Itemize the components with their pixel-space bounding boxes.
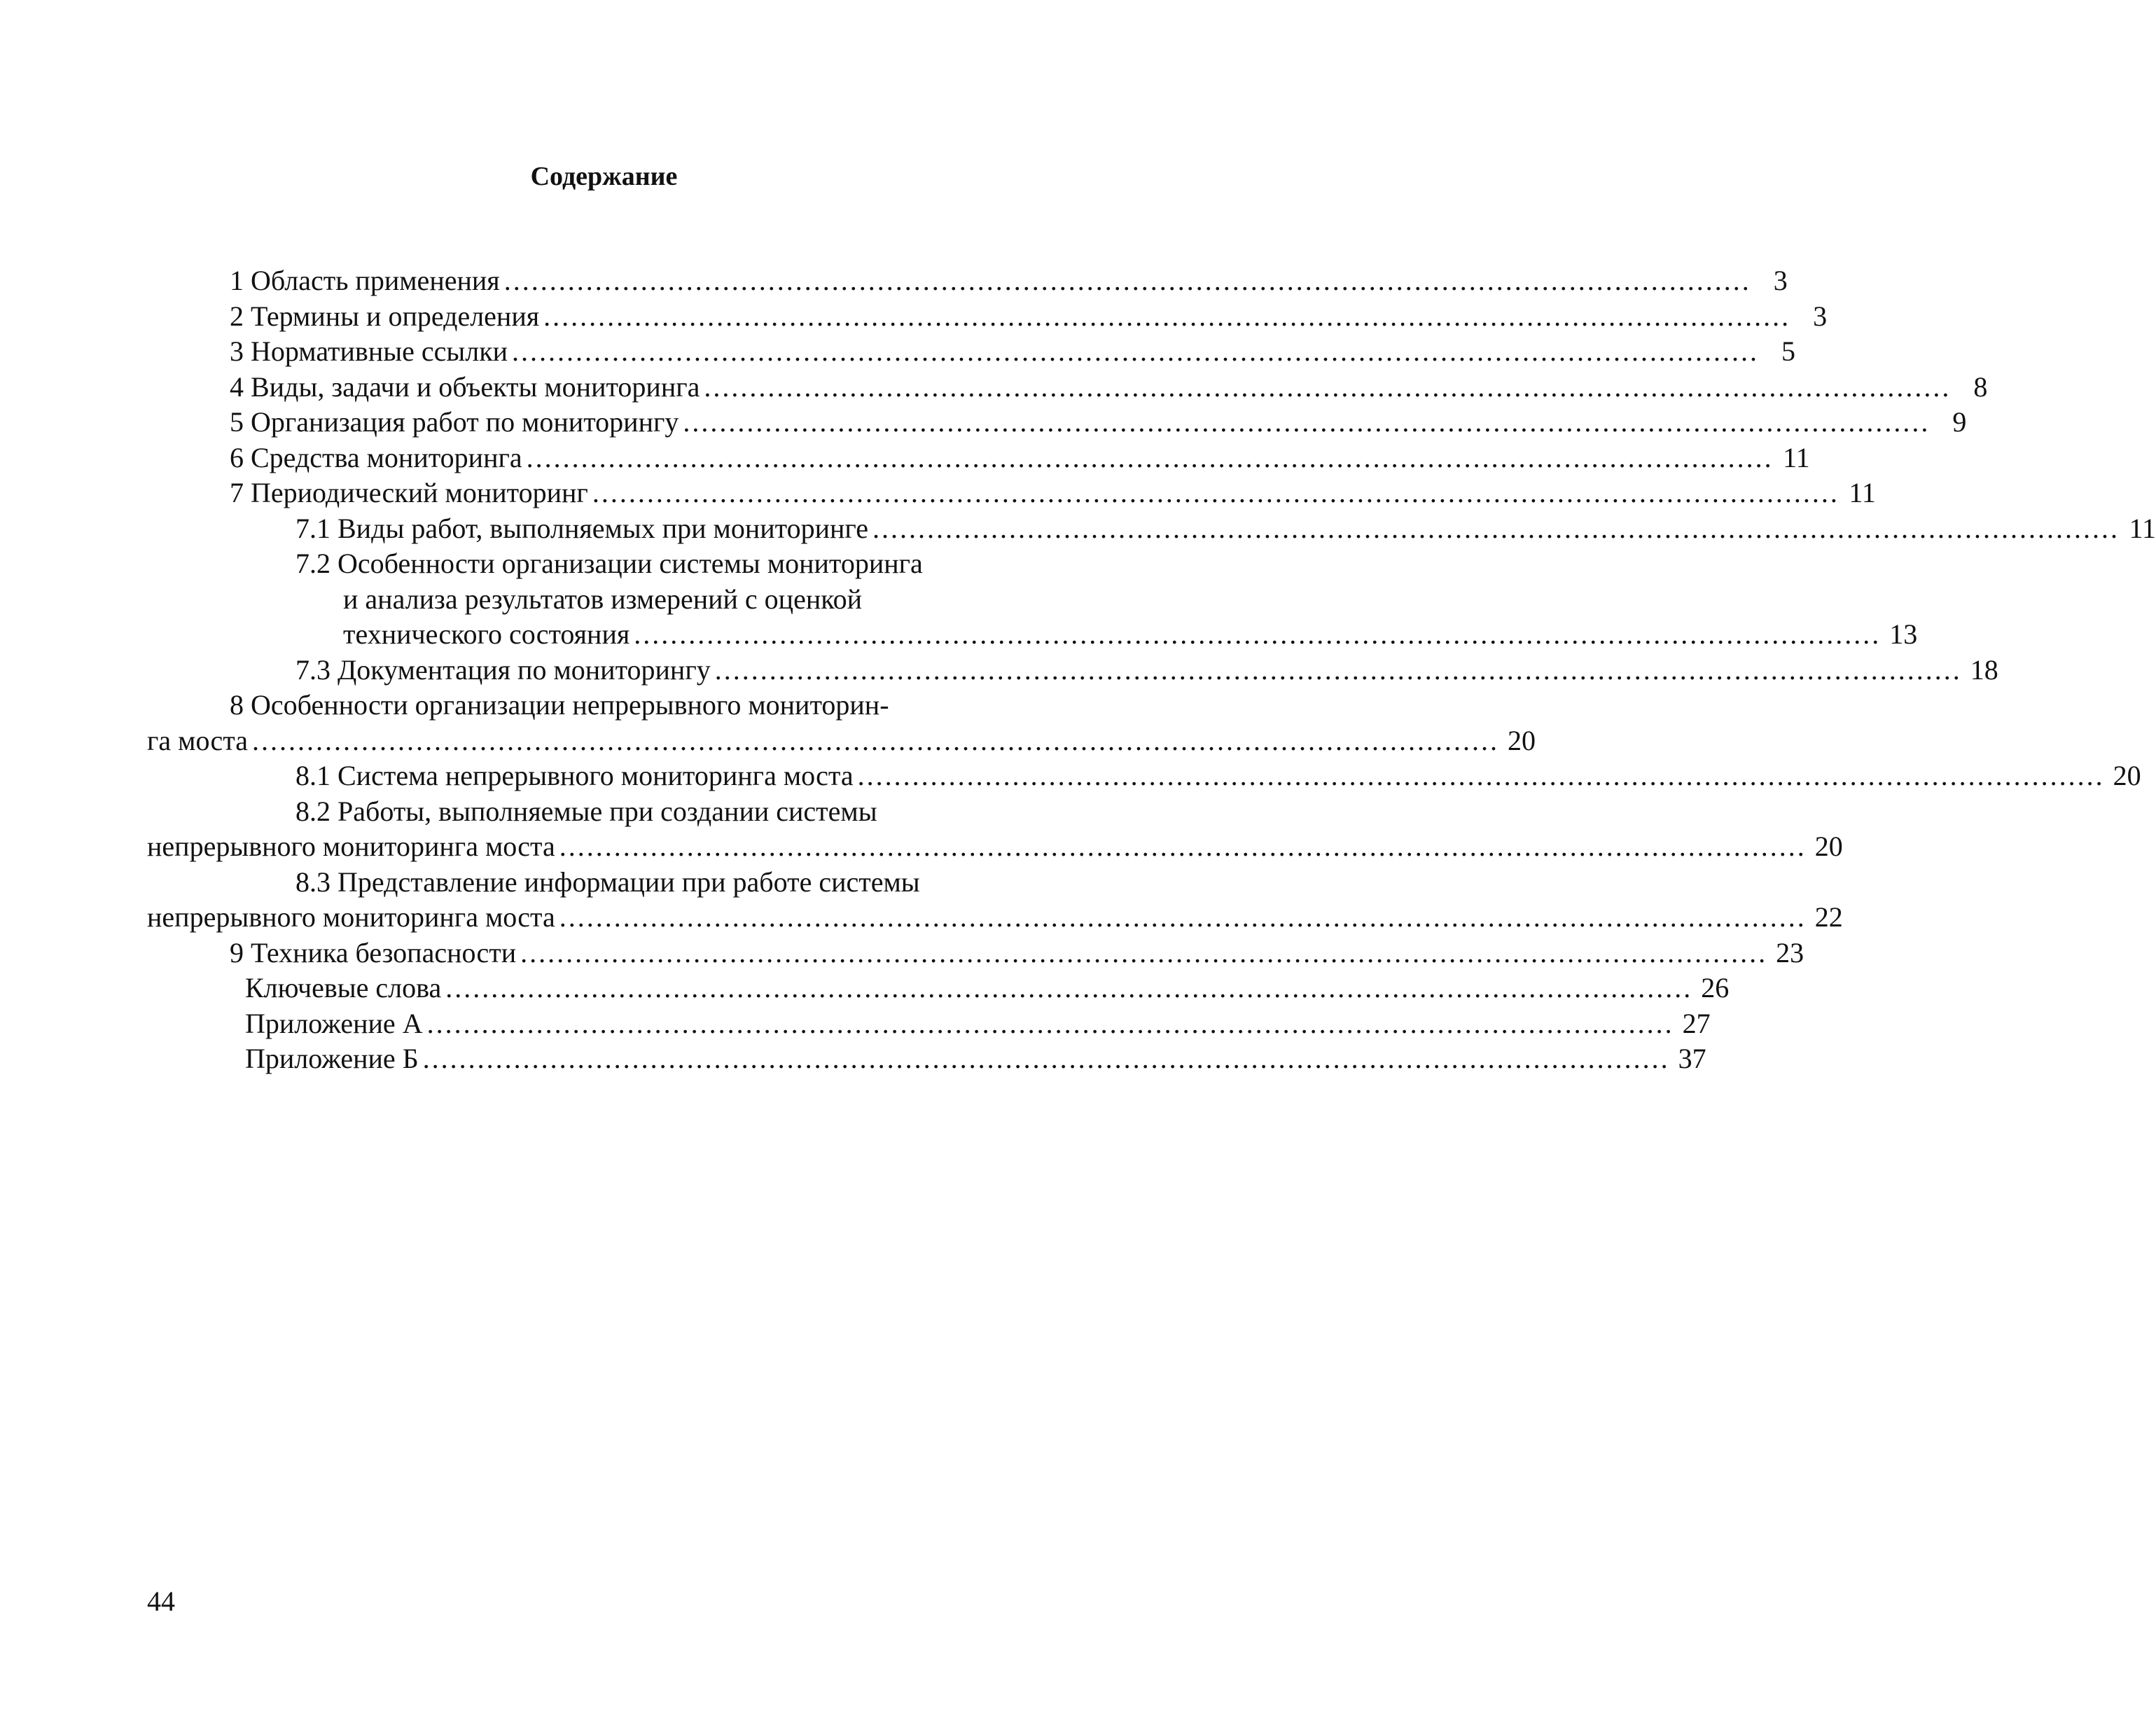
toc-subentry xyxy=(147,900,1843,936)
toc-entry-text: 5 Организация работ по мониторингу xyxy=(230,406,679,438)
toc-subentry xyxy=(147,511,2156,547)
toc-entry-text: 7 Периодический мониторинг xyxy=(230,477,588,508)
toc-page-number: 11 xyxy=(1783,441,1810,473)
toc-subentry-line: 8.2 Работы, выполняемые при создании системы xyxy=(295,795,877,827)
dot-leader: ......................................................................................................................................... xyxy=(520,936,1768,968)
dot-leader: ......................................................................................................................................... xyxy=(512,335,1760,367)
toc-entry-text: 2 Термины и определения xyxy=(230,300,540,332)
toc-subentry xyxy=(147,758,2141,794)
toc-entry xyxy=(147,723,1536,759)
dot-leader: ......................................................................................................................................... xyxy=(445,972,1693,1004)
toc-entry-text: 4 Виды, задачи и объекты мониторинга xyxy=(230,370,700,403)
toc-page-number: 11 xyxy=(2129,512,2156,544)
toc-page-number: 27 xyxy=(1682,1007,1711,1039)
toc-page-number: 8 xyxy=(1973,370,1988,403)
dot-leader: ......................................................................................................................................... xyxy=(559,831,1807,862)
dot-leader: ......................................................................................................................................... xyxy=(426,1007,1674,1039)
toc-subentry xyxy=(147,829,1843,865)
toc-entry xyxy=(147,334,1796,370)
dot-leader: ......................................................................................................................................... xyxy=(251,724,1499,756)
dot-leader: ......................................................................................................................................... xyxy=(872,512,2120,544)
toc-entry xyxy=(147,475,1876,511)
toc-page-number: 22 xyxy=(1814,901,1843,933)
toc-entry xyxy=(147,1006,1711,1042)
toc-page-number: 11 xyxy=(1849,477,1876,508)
toc-page-number: 9 xyxy=(1952,406,1967,438)
toc-entry-line: 8 Особенности организации непрерывного мониторин- xyxy=(230,689,889,721)
toc-entry-text: 8.1 Система непрерывного мониторинга моста xyxy=(295,760,854,791)
dot-leader: ......................................................................................................................................... xyxy=(592,477,1839,508)
toc-subentry-line: и анализа результатов измерений с оценкой xyxy=(343,583,863,615)
page-title: Содержание xyxy=(530,162,678,191)
toc-page-number: 37 xyxy=(1678,1043,1706,1074)
toc-entry-text: технического состояния xyxy=(343,618,630,650)
toc-page-number: 3 xyxy=(1813,300,1828,332)
dot-leader: ......................................................................................................................................... xyxy=(543,300,1791,332)
toc-entry xyxy=(147,405,1967,440)
toc-subentry xyxy=(147,617,1918,653)
toc-entry-text: 7.1 Виды работ, выполняемых при мониторинге xyxy=(295,512,869,544)
toc-entry-text: 7.3 Документация по мониторингу xyxy=(295,653,711,686)
page-number: 44 xyxy=(147,1585,175,1617)
toc-page-number: 18 xyxy=(1970,653,1998,686)
toc-entry xyxy=(147,971,1730,1006)
dot-leader: ......................................................................................................................................... xyxy=(422,1043,1670,1074)
toc-subentry-line: 8.3 Представление информации при работе системы xyxy=(295,866,920,898)
toc-page-number: 5 xyxy=(1781,335,1796,367)
toc-page-number: 13 xyxy=(1889,618,1918,650)
dot-leader: ......................................................................................................................................... xyxy=(559,901,1807,933)
toc-entry xyxy=(147,370,1988,405)
toc-entry xyxy=(147,936,1804,971)
dot-leader: ......................................................................................................................................... xyxy=(704,370,1952,403)
toc-entry-text: Приложение А xyxy=(245,1007,423,1039)
table-of-contents xyxy=(147,263,2156,1077)
dot-leader: ......................................................................................................................................... xyxy=(683,406,1931,438)
toc-entry-text: 6 Средства мониторинга xyxy=(230,441,522,473)
toc-entry-text: Ключевые слова xyxy=(245,972,442,1004)
toc-subentry-line: 7.2 Особенности организации системы мониторинга xyxy=(295,548,923,579)
toc-entry xyxy=(147,440,1810,476)
toc-page-number: 20 xyxy=(1814,831,1843,862)
toc-subentry xyxy=(147,653,1998,688)
toc-entry-text: 9 Техника безопасности xyxy=(230,936,517,968)
toc-entry-text: непрерывного мониторинга моста xyxy=(147,831,555,862)
dot-leader: ......................................................................................................................................... xyxy=(857,760,2105,791)
dot-leader: ......................................................................................................................................... xyxy=(503,265,1751,296)
toc-page-number: 20 xyxy=(2113,760,2141,791)
toc-page-number: 3 xyxy=(1773,265,1788,296)
toc-entry-text: 3 Нормативные ссылки xyxy=(230,335,508,367)
toc-page-number: 23 xyxy=(1776,936,1804,968)
dot-leader: ......................................................................................................................................... xyxy=(714,653,1962,686)
toc-page-number: 26 xyxy=(1701,972,1730,1004)
toc-entry xyxy=(147,263,1788,299)
dot-leader: ......................................................................................................................................... xyxy=(634,618,1882,650)
toc-entry-text: га моста xyxy=(147,724,248,756)
toc-entry-text: непрерывного мониторинга моста xyxy=(147,901,555,933)
toc-entry xyxy=(147,299,1828,335)
dot-leader: ......................................................................................................................................... xyxy=(526,441,1774,473)
toc-page-number: 20 xyxy=(1507,724,1536,756)
toc-entry xyxy=(147,1041,1706,1077)
toc-entry-text: Приложение Б xyxy=(245,1043,419,1074)
toc-entry-text: 1 Область применения xyxy=(230,265,500,296)
